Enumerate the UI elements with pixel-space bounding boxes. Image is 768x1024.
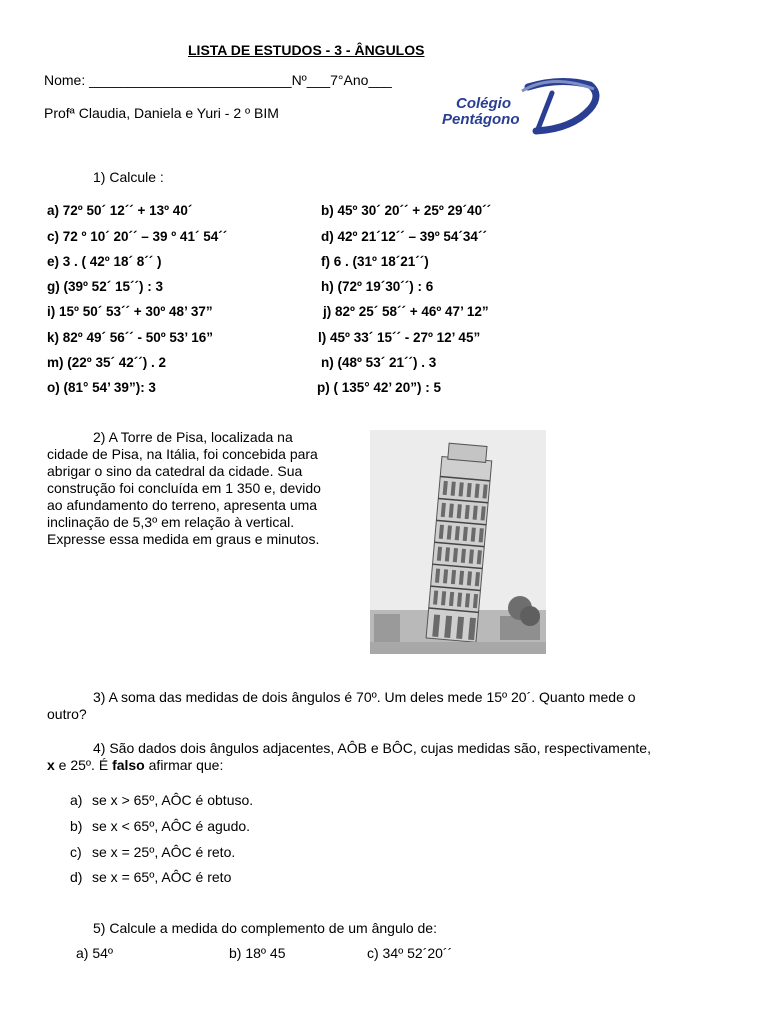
- q4-option-b: [70, 818, 250, 834]
- logo-text-2: Pentágono: [442, 111, 520, 128]
- q5-item-a: a) 54º: [76, 945, 114, 961]
- pisa-tower-photo: [370, 430, 546, 654]
- q5-item-c: c) 34º 52´20´´: [367, 945, 453, 961]
- q4-option-text: se x > 65º, AÔC é obtuso.: [92, 792, 254, 808]
- q2-line-5: ao afundamento do terreno, apresenta uma: [47, 497, 318, 513]
- q4-option-a: [70, 792, 253, 808]
- q1-item-h: h) (72º 19´30´´) : 6: [321, 279, 434, 294]
- q4-option-text: se x < 65º, AÔC é agudo.: [92, 818, 251, 834]
- q3-line-1: 3) A soma das medidas de dois ângulos é 70º. Um deles mede 15º 20´. Quanto mede o: [93, 689, 636, 705]
- q2-line-7: Expresse essa medida em graus e minutos.: [47, 531, 320, 547]
- q1-item-b: b) 45º 30´ 20´´ + 25º 29´40´´: [321, 203, 492, 218]
- q2-line-2: cidade de Pisa, na Itália, foi concebida para: [47, 446, 318, 462]
- q3-line-2: outro?: [47, 706, 87, 722]
- q4-option-letter: d): [70, 869, 83, 885]
- q4-line-2-mid: e 25º. É: [54, 757, 113, 773]
- q1-item-d: d) 42º 21´12´´ – 39º 54´34´´: [321, 229, 487, 244]
- q1-item-k: k) 82º 49´ 56´´ - 50º 53’ 16”: [47, 330, 213, 345]
- q4-line-1: 4) São dados dois ângulos adjacentes, AÔB e BÔC, cujas medidas são, respectivamente,: [93, 740, 651, 756]
- q1-item-o: o) (81° 54’ 39”): 3: [47, 380, 156, 395]
- q2-line-3: abrigar o sino da catedral da cidade. Sua: [47, 463, 303, 479]
- q1-item-a: a) 72º 50´ 12´´ + 13º 40´: [47, 203, 193, 218]
- q4-option-c: [70, 844, 235, 860]
- q1-item-e: e) 3 . ( 42º 18´ 8´´ ): [47, 254, 162, 269]
- q2-line-4: construção foi concluída em 1 350 e, devido: [47, 480, 321, 496]
- q1-item-p: p) ( 135° 42’ 20”) : 5: [317, 380, 441, 395]
- q1-item-l: l) 45º 33´ 15´´ - 27º 12’ 45”: [318, 330, 481, 345]
- school-logo: [440, 75, 600, 137]
- q4-option-d: [70, 869, 231, 885]
- q2-line-1: 2) A Torre de Pisa, localizada na: [93, 429, 293, 445]
- q2-line-6: inclinação de 5,3º em relação à vertical.: [47, 514, 295, 530]
- q1-item-m: m) (22º 35´ 42´´) . 2: [47, 355, 166, 370]
- q4-option-letter: c): [70, 844, 82, 860]
- q4-x-variable: x: [47, 757, 55, 773]
- q1-item-f: f) 6 . (31º 18´21´´): [321, 254, 429, 269]
- q4-option-letter: b): [70, 818, 83, 834]
- q1-item-i: i) 15º 50´ 53´´ + 30º 48’ 37”: [47, 304, 213, 319]
- q4-option-text: se x = 25º, AÔC é reto.: [92, 844, 236, 860]
- q4-line-2: [47, 757, 223, 773]
- q4-option-letter: a): [70, 792, 83, 808]
- logo-text-1: Colégio: [456, 95, 511, 112]
- q1-item-g: g) (39º 52´ 15´´) : 3: [47, 279, 163, 294]
- q1-item-n: n) (48º 53´ 21´´) . 3: [321, 355, 437, 370]
- q4-falso: falso: [112, 757, 145, 773]
- page-title: LISTA DE ESTUDOS - 3 - ÂNGULOS: [188, 42, 425, 58]
- q1-label: 1) Calcule :: [93, 169, 164, 185]
- q1-item-j: j) 82º 25´ 58´´ + 46º 47’ 12”: [323, 304, 489, 319]
- q4-option-text: se x = 65º, AÔC é reto: [92, 869, 232, 885]
- name-line: Nome: __________________________Nº___7°Ano___: [44, 72, 392, 88]
- teachers-line: Profª Claudia, Daniela e Yuri - 2 º BIM: [44, 105, 279, 121]
- q5-label: 5) Calcule a medida do complemento de um ângulo de:: [93, 920, 437, 936]
- q4-line-2-end: afirmar que:: [144, 757, 224, 773]
- q1-item-c: c) 72 º 10´ 20´´ – 39 º 41´ 54´´: [47, 229, 228, 244]
- q5-item-b: b) 18º 45: [229, 945, 286, 961]
